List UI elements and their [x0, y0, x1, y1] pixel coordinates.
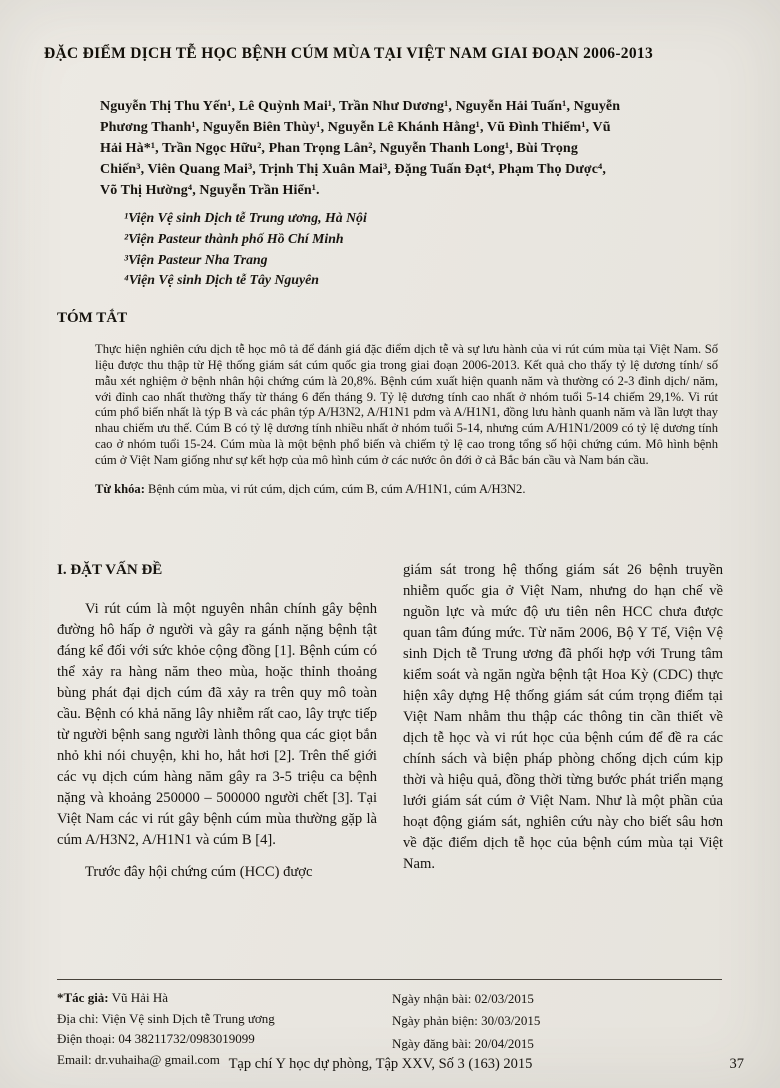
date-published-line: Ngày đăng bài: 20/04/2015: [392, 1035, 534, 1051]
keywords-label: Từ khóa:: [95, 481, 145, 496]
authors-list: Nguyễn Thị Thu Yến¹, Lê Quỳnh Mai¹, Trần Như Dương¹, Nguyễn Hải Tuấn¹, Nguyễn Phương Thanh¹, Nguyễn Biên Thùy¹, Nguyễn Lê Khánh Hằng¹, Vũ Đình Thiểm¹, Vũ Hải Hà*¹, Trần Ngọc Hữu², Phan Trọng Lân², Nguyễn Thanh Long¹, Bùi Trọng Chiến³, Viên Quang Mai³, Trịnh Thị Xuân Mai³, Đặng Tuấn Đạt⁴, Phạm Thọ Dược⁴, Võ Thị Hường⁴, Nguyễn Trần Hiển¹.: [100, 99, 621, 199]
affiliation-3: ³Viện Pasteur Nha Trang: [124, 251, 268, 267]
abstract-heading: TÓM TẮT: [57, 310, 128, 326]
left-column: [57, 560, 377, 883]
paper-title: ĐẶC ĐIỂM DỊCH TỄ HỌC BỆNH CÚM MÙA TẠI VIỆT NAM GIAI ĐOẠN 2006-2013: [44, 45, 653, 62]
journal-footer: [57, 1056, 744, 1078]
affiliation-2: ²Viện Pasteur thành phố Hồ Chí Minh: [124, 230, 344, 246]
keywords-text: Bệnh cúm mùa, vi rút cúm, dịch cúm, cúm B, cúm A/H1N1, cúm A/H3N2.: [144, 481, 526, 496]
affiliation-1: ¹Viện Vệ sinh Dịch tễ Trung ương, Hà Nội: [124, 210, 367, 226]
paper-header: [44, 44, 722, 291]
intro-paragraph-1: Vi rút cúm là một nguyên nhân chính gây bệnh đường hô hấp ở người và gây ra gánh nặng bệnh tật đáng kể đối với sức khỏe cộng đồng [1]. Bệnh cúm có thể xảy ra hàng năm theo mùa, hoặc thỉnh thoảng bùng phát đại dịch cúm đã xảy ra trên quy mô toàn cầu. Bệnh có khả năng lây nhiễm rất cao, lây trực tiếp từ người bệnh sang người lành thông qua các giọt bắn nhỏ khi nói chuyện, khi ho, hắt hơi [2]. Trên thế giới các vụ dịch cúm hàng năm gây ra 3-5 triệu ca bệnh nặng và khoảng 250000 – 500000 người chết [3]. Tại Việt Nam các vi rút gây bệnh cúm mùa thường gặp là cúm A/H3N2, A/H1N1 và cúm B [4].: [57, 600, 377, 848]
date-reviewed-line: Ngày phản biện: 30/03/2015: [392, 1013, 541, 1029]
affiliation-4: ⁴Viện Vệ sinh Dịch tễ Tây Nguyên: [124, 272, 319, 288]
abstract-section: [57, 310, 720, 497]
section-heading: I. ĐẶT VẤN ĐỀ: [57, 562, 163, 578]
introduction-section: [57, 560, 723, 883]
author-email-line: Email: dr.vuhaiha@ gmail.com: [57, 1051, 220, 1067]
author-phone-line: Điện thoại: 04 38211732/0983019099: [57, 1031, 255, 1047]
corresponding-author-line: [57, 988, 392, 1009]
abstract-text: Thực hiện nghiên cứu dịch tễ học mô tả để đánh giá đặc điểm dịch tễ và sự lưu hành của vi rút cúm mùa tại Việt Nam. Số liệu được thu thập từ Hệ thống giám sát cúm quốc gia trong giai đoạn 2006-2013. Kết quả cho thấy tỷ lệ dương tính/ số mẫu xét nghiệm ở bệnh nhân hội chứng cúm là 20,8%. Bệnh cúm xuất hiện quanh năm và thường có 2-3 đỉnh dịch/ năm, với đỉnh cao nhất thường thấy từ tháng 6 đến tháng 9. Tỷ lệ dương tính cao nhất ở nhóm tuổi 5-14 chiếm 29,1%. Vi rút cúm phổ biến nhất là týp B và các phân týp A/H3N2, A/H1N1 pdm và A/H1N1, đồng lưu hành quanh năm và lần lượt thay nhau chiếm ưu thế. Cúm B có tỷ lệ dương tính nhiều nhất ở nhóm tuổi 5-14, nhưng cúm A/H1N1/2009 có tỷ lệ dương tính cao ở nhóm tuổi 15-24. Cúm mùa là một bệnh phổ biến và chiếm tỷ lệ cao trong tổng số hội chứng cúm. Mô hình bệnh cúm ở Việt Nam giống như sự kết hợp của mô hình cúm ở các nước ôn đới ở cả Bắc bán cầu và Nam bán cầu.: [95, 342, 718, 468]
right-column: [403, 560, 723, 883]
date-received-line: Ngày nhận bài: 02/03/2015: [392, 991, 534, 1006]
keywords-line: [95, 482, 720, 497]
intro-paragraph-2: Trước đây hội chứng cúm (HCC) được: [85, 863, 313, 880]
author-note-value: Vũ Hải Hà: [108, 990, 168, 1005]
page-number: 37: [729, 1056, 744, 1072]
author-note-label: *Tác giả:: [57, 990, 109, 1005]
journal-citation: Tạp chí Y học dự phòng, Tập XXV, Số 3 (163) 2015: [228, 1056, 533, 1072]
intro-paragraph-2-continued: giám sát trong hệ thống giám sát 26 bệnh truyền nhiễm quốc gia ở Việt Nam, nhưng do hạn chế về nguồn lực và mức độ ưu tiên nên HCC chưa được quan tâm đúng mức. Từ năm 2006, Bộ Y Tế, Viện Vệ sinh Dịch tễ Trung ương đã phối hợp với Trung tâm kiểm soát và ngăn ngừa bệnh tật Hoa Kỳ (CDC) thực hiện xây dựng Hệ thống giám sát cúm trọng điểm tại Việt Nam nhằm thu thập các thông tin cần thiết về dịch tễ học và vi rút học của bệnh cúm để đề ra các chính sách và biện pháp phòng chống dịch cúm kịp thời và hiệu quả, đồng thời từng bước phát triển mạng lưới giám sát cúm ở Việt Nam. Như là một phần của hoạt động giám sát, nghiên cứu này cho biết sâu hơn về đặc điểm dịch tễ học của bệnh cúm mùa tại Việt Nam.: [403, 562, 723, 872]
author-address-line: Địa chỉ: Viện Vệ sinh Dịch tễ Trung ương: [57, 1010, 275, 1026]
affiliations-list: [124, 208, 722, 291]
